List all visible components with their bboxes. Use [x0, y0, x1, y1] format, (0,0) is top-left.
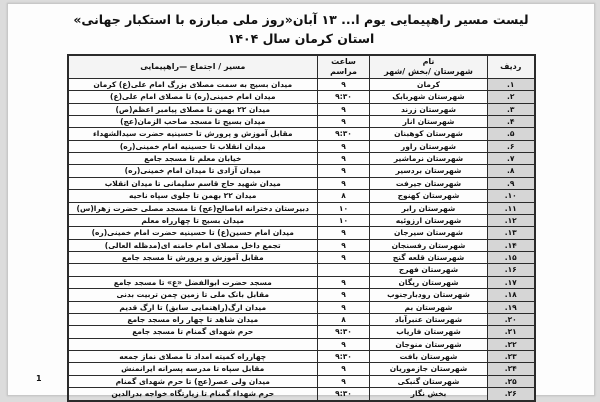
table-row — [68, 153, 535, 165]
table-row — [68, 103, 535, 115]
ceremony-time-cell: ۹ — [318, 78, 370, 90]
page-number: 1 — [36, 374, 42, 383]
route-cell: میدان امام خمینی(ره) تا مصلای امام علی(ع) — [68, 91, 318, 103]
route-cell: مقابل آموزش و پرورش تا حسینیه حضرت سیدالشهداء — [68, 128, 318, 140]
row-no-cell: ۱۵. — [488, 252, 535, 264]
county-name-cell: شهرستان منوجان — [370, 338, 488, 350]
route-cell: میدان آزادی تا میدان امام خمینی(ره) — [68, 165, 318, 177]
county-name-cell: شهرستان رابر — [370, 202, 488, 214]
title-line-1: لیست مسیر راهپیمایی یوم ا... ۱۳ آبان«روز ملی مبارزه با استکبار جهانی» — [73, 12, 529, 27]
route-cell: میدان بسیج به سمت مصلای بزرگ امام علی(ع) کرمان — [68, 78, 318, 90]
ceremony-time-cell: ۹:۳۰ — [318, 128, 370, 140]
row-no-cell: ۱۳. — [488, 227, 535, 239]
row-no-cell: ۲۵. — [488, 375, 535, 387]
table-row — [68, 363, 535, 375]
ceremony-time-cell: ۹ — [318, 103, 370, 115]
county-name-cell: شهرستان ارزوئیه — [370, 214, 488, 226]
title-line-2: استان کرمان سال ۱۴۰۴ — [227, 31, 375, 47]
route-cell: دبیرستان دخترانه اباصالح(عج) تا مسجد مصلی حضرت زهرا(س) — [68, 202, 318, 214]
row-no-cell: ۴. — [488, 115, 535, 127]
ceremony-time-cell: ۹ — [318, 252, 370, 264]
route-cell: میدان ولی عصر(عج) تا حرم شهدای گمنام — [68, 375, 318, 387]
ceremony-time-cell: ۹ — [318, 227, 370, 239]
county-name-cell: شهرستان جازموریان — [370, 363, 488, 375]
row-no-cell: ۵. — [488, 128, 535, 140]
table-row — [68, 202, 535, 214]
route-cell: تجمع داخل مصلای امام خامنه ای(مدظله العالی) — [68, 239, 318, 251]
table-row — [68, 252, 535, 264]
header-county-name — [370, 55, 488, 79]
ceremony-time-cell: ۹ — [318, 375, 370, 387]
row-no-cell: ۲۶. — [488, 388, 535, 401]
table-row — [68, 289, 535, 301]
row-no-cell: ۱۰. — [488, 190, 535, 202]
ceremony-time-cell: ۹ — [318, 140, 370, 152]
row-no-cell: ۲. — [488, 91, 535, 103]
county-name-cell: شهرستان راور — [370, 140, 488, 152]
route-cell: میدان ۲۲ بهمن تا مصلای پیامبر اعظم(ص) — [68, 103, 318, 115]
march-routes-table — [67, 54, 536, 402]
ceremony-time-cell: ۹ — [318, 115, 370, 127]
route-cell: میدان بسیج تا مسجد صاحب الزمان(عج) — [68, 115, 318, 127]
route-cell: میدان انقلاب تا حسینیه امام خمینی(ره) — [68, 140, 318, 152]
row-no-cell: ۲۰. — [488, 313, 535, 325]
ceremony-time-cell: ۹ — [318, 301, 370, 313]
table-row — [68, 165, 535, 177]
row-no-cell: ۱۸. — [488, 289, 535, 301]
county-name-cell: شهرستان فاریاب — [370, 326, 488, 338]
ceremony-time-cell: ۹ — [318, 165, 370, 177]
row-no-cell: ۲۳. — [488, 351, 535, 363]
route-cell: میدان ۲۲ بهمن تا جلوی سپاه ناحیه — [68, 190, 318, 202]
ceremony-time-cell: ۹ — [318, 153, 370, 165]
ceremony-time-cell: ۱۰ — [318, 214, 370, 226]
table-row — [68, 140, 535, 152]
route-cell: حرم شهدای گمنام تا مسجد جامع — [68, 326, 318, 338]
header-ceremony-time: ساعت مراسم — [318, 55, 370, 79]
ceremony-time-cell: ۹ — [318, 338, 370, 350]
county-name-cell: بخش نگار — [370, 388, 488, 401]
ceremony-time-cell: ۸ — [318, 190, 370, 202]
document-page — [7, 3, 595, 399]
ceremony-time-cell — [318, 264, 370, 276]
header-county-name-line2: شهرستان /بخش /شهر — [384, 66, 473, 76]
county-name-cell: شهرستان رفسنجان — [370, 239, 488, 251]
county-name-cell: شهرستان کوهبنان — [370, 128, 488, 140]
county-name-cell: شهرستان سیرجان — [370, 227, 488, 239]
route-cell: میدان ارگ(راهنمایی سابق) تا ارگ قدیم — [68, 301, 318, 313]
county-name-cell: شهرستان شهربابک — [370, 91, 488, 103]
route-cell: مسجد حضرت ابوالفضل «ع» تا مسجد جامع — [68, 276, 318, 288]
county-name-cell: شهرستان زرند — [370, 103, 488, 115]
route-cell: حرم شهداء گمنام تا زیارتگاه خواجه بدرالدین — [68, 388, 318, 401]
table-row — [68, 375, 535, 387]
table-row — [68, 301, 535, 313]
county-name-cell: شهرستان فهرج — [370, 264, 488, 276]
row-no-cell: ۱. — [488, 78, 535, 90]
ceremony-time-cell: ۹ — [318, 363, 370, 375]
row-no-cell: ۶. — [488, 140, 535, 152]
header-row-no: ردیف — [488, 55, 535, 79]
table-row — [68, 239, 535, 251]
route-cell: میدان بسیج تا چهارراه معلم — [68, 214, 318, 226]
table-row — [68, 264, 535, 276]
route-cell: چهارراه کمیته امداد تا مصلای نماز جمعه — [68, 351, 318, 363]
route-cell: خیابان معلم تا مسجد جامع — [68, 153, 318, 165]
county-name-cell: شهرستان ریگان — [370, 276, 488, 288]
route-cell: مقابل بانک ملی تا زمین چمن تربیت بدنی — [68, 289, 318, 301]
ceremony-time-cell: ۹:۳۰ — [318, 326, 370, 338]
row-no-cell: ۸. — [488, 165, 535, 177]
table-row — [68, 313, 535, 325]
county-name-cell: شهرستان انار — [370, 115, 488, 127]
route-cell: میدان شهید حاج قاسم سلیمانی تا میدان انقلاب — [68, 177, 318, 189]
header-route: مسیر / اجتماع —راهپیمایی — [68, 55, 318, 79]
row-no-cell: ۷. — [488, 153, 535, 165]
route-cell: میدان شاهد تا چهار راه مسجد جامع — [68, 313, 318, 325]
county-name-cell: شهرستان گنبکی — [370, 375, 488, 387]
route-cell: مقابل سپاه تا مدرسه پسرانه ایرانمنش — [68, 363, 318, 375]
row-no-cell: ۲۱. — [488, 326, 535, 338]
ceremony-time-cell: ۹:۳۰ — [318, 351, 370, 363]
row-no-cell: ۱۹. — [488, 301, 535, 313]
ceremony-time-cell: ۹:۳۰ — [318, 388, 370, 401]
document-title — [8, 10, 594, 49]
table-row — [68, 91, 535, 103]
table-row — [68, 177, 535, 189]
header-county-name-line1: نام — [422, 56, 435, 66]
county-name-cell: شهرستان بافت — [370, 351, 488, 363]
table-row — [68, 326, 535, 338]
table-row — [68, 227, 535, 239]
table-body — [68, 78, 535, 400]
row-no-cell: ۱۲. — [488, 214, 535, 226]
table-row — [68, 115, 535, 127]
table-row — [68, 128, 535, 140]
route-cell: میدان امام حسین(ع) تا حسینیه حضرت امام خمینی(ره) — [68, 227, 318, 239]
table-row — [68, 190, 535, 202]
table-row — [68, 388, 535, 401]
ceremony-time-cell: ۹ — [318, 276, 370, 288]
county-name-cell: شهرستان رودبارجنوب — [370, 289, 488, 301]
row-no-cell: ۳. — [488, 103, 535, 115]
county-name-cell: شهرستان قلعه گنج — [370, 252, 488, 264]
ceremony-time-cell: ۹:۳۰ — [318, 91, 370, 103]
table-row — [68, 214, 535, 226]
table-row — [68, 276, 535, 288]
table-row — [68, 351, 535, 363]
row-no-cell: ۱۶. — [488, 264, 535, 276]
table-row — [68, 338, 535, 350]
route-cell — [68, 264, 318, 276]
county-name-cell: شهرستان جیرفت — [370, 177, 488, 189]
row-no-cell: ۱۱. — [488, 202, 535, 214]
route-cell — [68, 338, 318, 350]
county-name-cell: کرمان — [370, 78, 488, 90]
table-header-row — [68, 55, 535, 79]
ceremony-time-cell: ۱۰ — [318, 202, 370, 214]
ceremony-time-cell: ۹ — [318, 289, 370, 301]
county-name-cell: شهرستان عنبرآباد — [370, 313, 488, 325]
row-no-cell: ۲۲. — [488, 338, 535, 350]
county-name-cell: شهرستان نرماشیر — [370, 153, 488, 165]
row-no-cell: ۲۴. — [488, 363, 535, 375]
county-name-cell: شهرستان کهنوج — [370, 190, 488, 202]
route-cell: مقابل آموزش و پرورش تا مسجد جامع — [68, 252, 318, 264]
county-name-cell: شهرستان بم — [370, 301, 488, 313]
row-no-cell: ۹. — [488, 177, 535, 189]
row-no-cell: ۱۴. — [488, 239, 535, 251]
table-row — [68, 78, 535, 90]
county-name-cell: شهرستان بردسیر — [370, 165, 488, 177]
row-no-cell: ۱۷. — [488, 276, 535, 288]
ceremony-time-cell: ۹ — [318, 239, 370, 251]
ceremony-time-cell: ۹ — [318, 177, 370, 189]
ceremony-time-cell: ۸ — [318, 313, 370, 325]
